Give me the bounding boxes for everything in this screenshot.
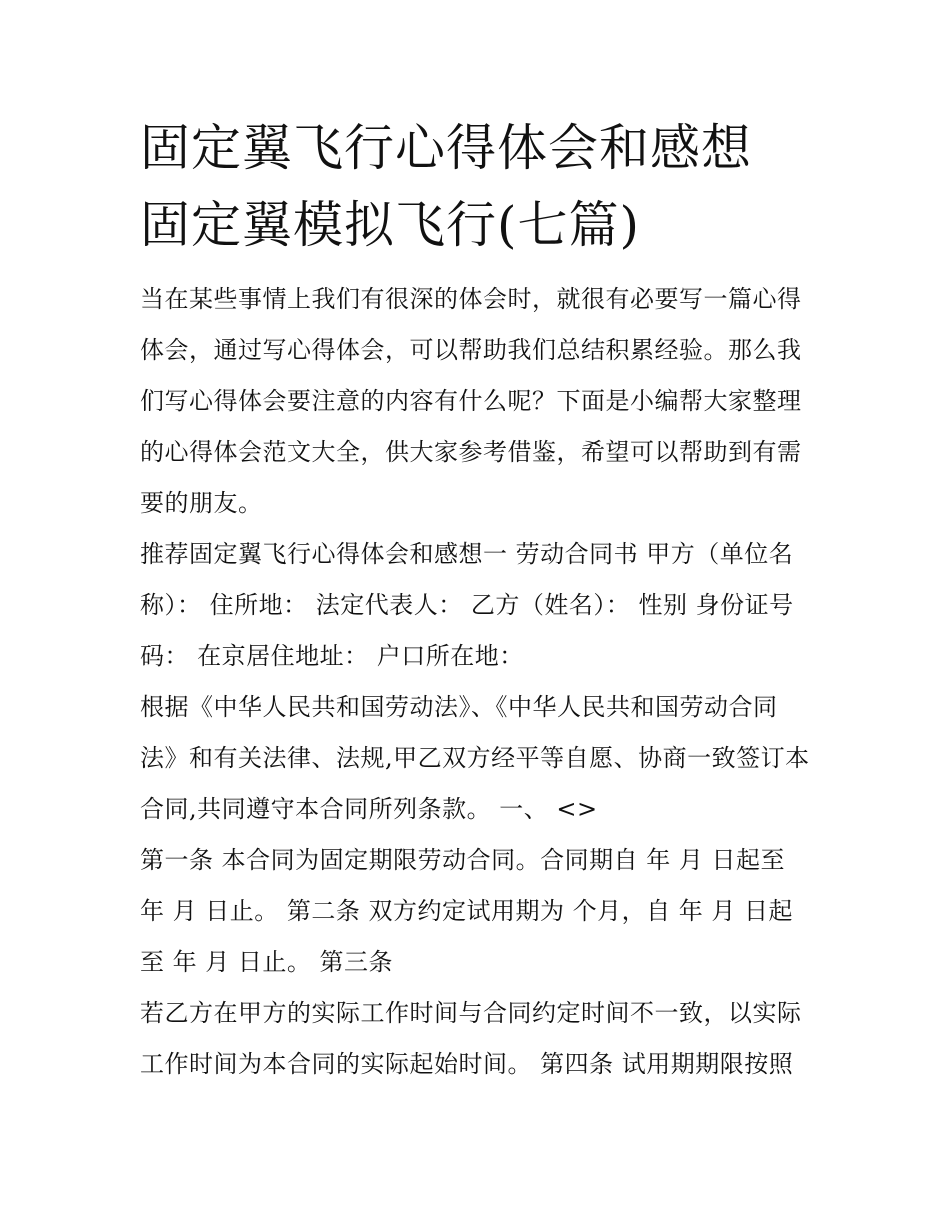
paragraph-article-4: 若乙方在甲方的实际工作时间与合同约定时间不一致，以实际工作时间为本合同的实际起始时间。 第四条 试用期期限按照 (140, 999, 802, 1078)
document-title: 固定翼飞行心得体会和感想 固定翼模拟飞行(七篇) (140, 119, 752, 254)
document-page (140, 110, 812, 1090)
paragraph-article-1-3: 第一条 本合同为固定期限劳动合同。合同期自 年 月 日起至 年 月 日止。 第二条 双方约定试用期为 个月，自 年 月 日起至 年 月 日止。 第三条 (140, 846, 794, 976)
paragraph-intro: 当在某些事情上我们有很深的体会时，就很有必要写一篇心得体会，通过写心得体会，可以帮助我们总结积累经验。那么我们写心得体会要注意的内容有什么呢？下面是小编帮大家整理的心得体会范文大全，供大家参考借鉴，希望可以帮助到有需要的朋友。 (140, 285, 802, 517)
paragraph-contract-header: 推荐固定翼飞行心得体会和感想一 劳动合同书 甲方（单位名称）： 住所地： 法定代表人： 乙方（姓名）： 性别 身份证号码： 在京居住地址： 户口所在地： (140, 540, 794, 670)
paragraph-legal-basis: 根据《中华人民共和国劳动法》、《中华人民共和国劳动合同法》和有关法律、法规,甲乙双方经平等自愿、协商一致签订本合同,共同遵守本合同所列条款。 一、 <> (140, 693, 810, 823)
